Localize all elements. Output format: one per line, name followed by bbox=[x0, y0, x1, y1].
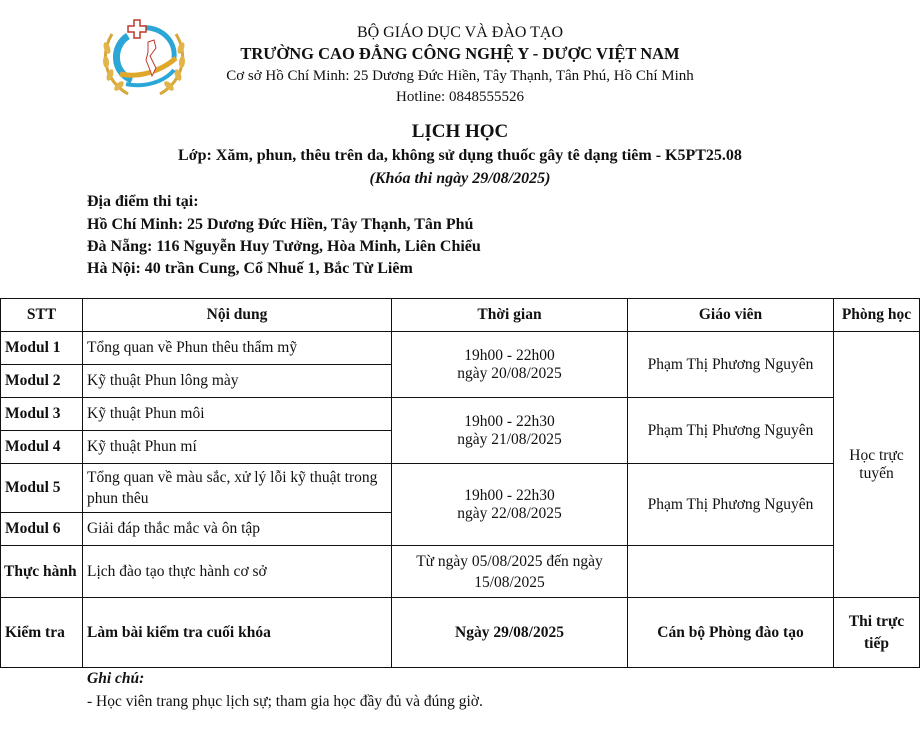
session-time: 19h00 - 22h30 bbox=[464, 486, 555, 504]
campus-address: Cơ sở Hồ Chí Minh: 25 Dương Đức Hiền, Tây Thạnh, Tân Phú, Hồ Chí Minh bbox=[226, 68, 694, 84]
session-time-cell bbox=[392, 398, 628, 464]
session-date: ngày 21/08/2025 bbox=[457, 430, 562, 448]
row-content: Kỹ thuật Phun mí bbox=[83, 431, 392, 464]
row-content: Kỹ thuật Phun lông mày bbox=[83, 365, 392, 398]
row-stt: Modul 3 bbox=[1, 398, 83, 431]
session-date: ngày 22/08/2025 bbox=[457, 504, 562, 522]
note-item: - Học viên trang phục lịch sự; tham gia học đầy đủ và đúng giờ. bbox=[87, 693, 483, 710]
practice-teacher bbox=[628, 546, 834, 598]
row-stt: Thực hành bbox=[1, 546, 83, 598]
header-teacher: Giáo viên bbox=[628, 299, 834, 332]
header-room: Phòng học bbox=[834, 299, 920, 332]
row-stt: Kiểm tra bbox=[1, 598, 83, 668]
table-row bbox=[1, 464, 920, 513]
session-date: ngày 20/08/2025 bbox=[457, 364, 562, 382]
header-stt: STT bbox=[1, 299, 83, 332]
locations-label: Địa điểm thi tại: bbox=[87, 193, 199, 210]
row-stt: Modul 2 bbox=[1, 365, 83, 398]
school-emblem-icon bbox=[98, 14, 190, 100]
session-teacher: Phạm Thị Phương Nguyên bbox=[628, 332, 834, 398]
row-content: Làm bài kiểm tra cuối khóa bbox=[83, 598, 392, 668]
row-stt: Modul 6 bbox=[1, 513, 83, 546]
table-row bbox=[1, 332, 920, 365]
practice-time: Từ ngày 05/08/2025 đến ngày 15/08/2025 bbox=[392, 546, 628, 598]
row-stt: Modul 5 bbox=[1, 464, 83, 513]
exam-date-line: (Khóa thi ngày 29/08/2025) bbox=[369, 170, 551, 187]
row-content: Kỹ thuật Phun môi bbox=[83, 398, 392, 431]
page-title: LỊCH HỌC bbox=[411, 121, 509, 142]
exam-time: Ngày 29/08/2025 bbox=[392, 598, 628, 668]
row-content: Tổng quan về màu sắc, xử lý lỗi kỹ thuật trong phun thêu bbox=[83, 464, 392, 513]
session-time: 19h00 - 22h00 bbox=[464, 346, 555, 364]
header-content: Nội dung bbox=[83, 299, 392, 332]
school-name: TRƯỜNG CAO ĐẲNG CÔNG NGHỆ Y - DƯỢC VIỆT NAM bbox=[240, 44, 680, 63]
table-header-row bbox=[1, 299, 920, 332]
row-stt: Modul 1 bbox=[1, 332, 83, 365]
location-hcm: Hồ Chí Minh: 25 Dương Đức Hiền, Tây Thạnh, Tân Phú bbox=[87, 216, 474, 233]
table-row bbox=[1, 546, 920, 598]
class-line: Lớp: Xăm, phun, thêu trên da, không sử dụng thuốc gây tê dạng tiêm - K5PT25.08 bbox=[178, 147, 742, 164]
notes-title: Ghi chú: bbox=[87, 670, 145, 687]
row-content: Tổng quan về Phun thêu thẩm mỹ bbox=[83, 332, 392, 365]
hotline: Hotline: 0848555526 bbox=[396, 89, 524, 105]
session-time: 19h00 - 22h30 bbox=[464, 412, 555, 430]
room-online: Học trực tuyến bbox=[834, 332, 920, 598]
table-row bbox=[1, 598, 920, 668]
table-row bbox=[1, 398, 920, 431]
exam-room: Thi trực tiếp bbox=[834, 598, 920, 668]
location-danang: Đà Nẵng: 116 Nguyễn Huy Tưởng, Hòa Minh, Liên Chiểu bbox=[87, 238, 481, 255]
row-stt: Modul 4 bbox=[1, 431, 83, 464]
row-content: Lịch đào tạo thực hành cơ sở bbox=[83, 546, 392, 598]
row-content: Giải đáp thắc mắc và ôn tập bbox=[83, 513, 392, 546]
session-teacher: Phạm Thị Phương Nguyên bbox=[628, 398, 834, 464]
ministry-name: BỘ GIÁO DỤC VÀ ĐÀO TẠO bbox=[356, 24, 564, 41]
exam-teacher: Cán bộ Phòng đào tạo bbox=[628, 598, 834, 668]
schedule-table bbox=[0, 298, 920, 668]
header-time: Thời gian bbox=[392, 299, 628, 332]
location-hanoi: Hà Nội: 40 trần Cung, Cổ Nhuế 1, Bắc Từ Liêm bbox=[87, 260, 413, 277]
session-teacher: Phạm Thị Phương Nguyên bbox=[628, 464, 834, 546]
session-time-cell bbox=[392, 332, 628, 398]
session-time-cell bbox=[392, 464, 628, 546]
